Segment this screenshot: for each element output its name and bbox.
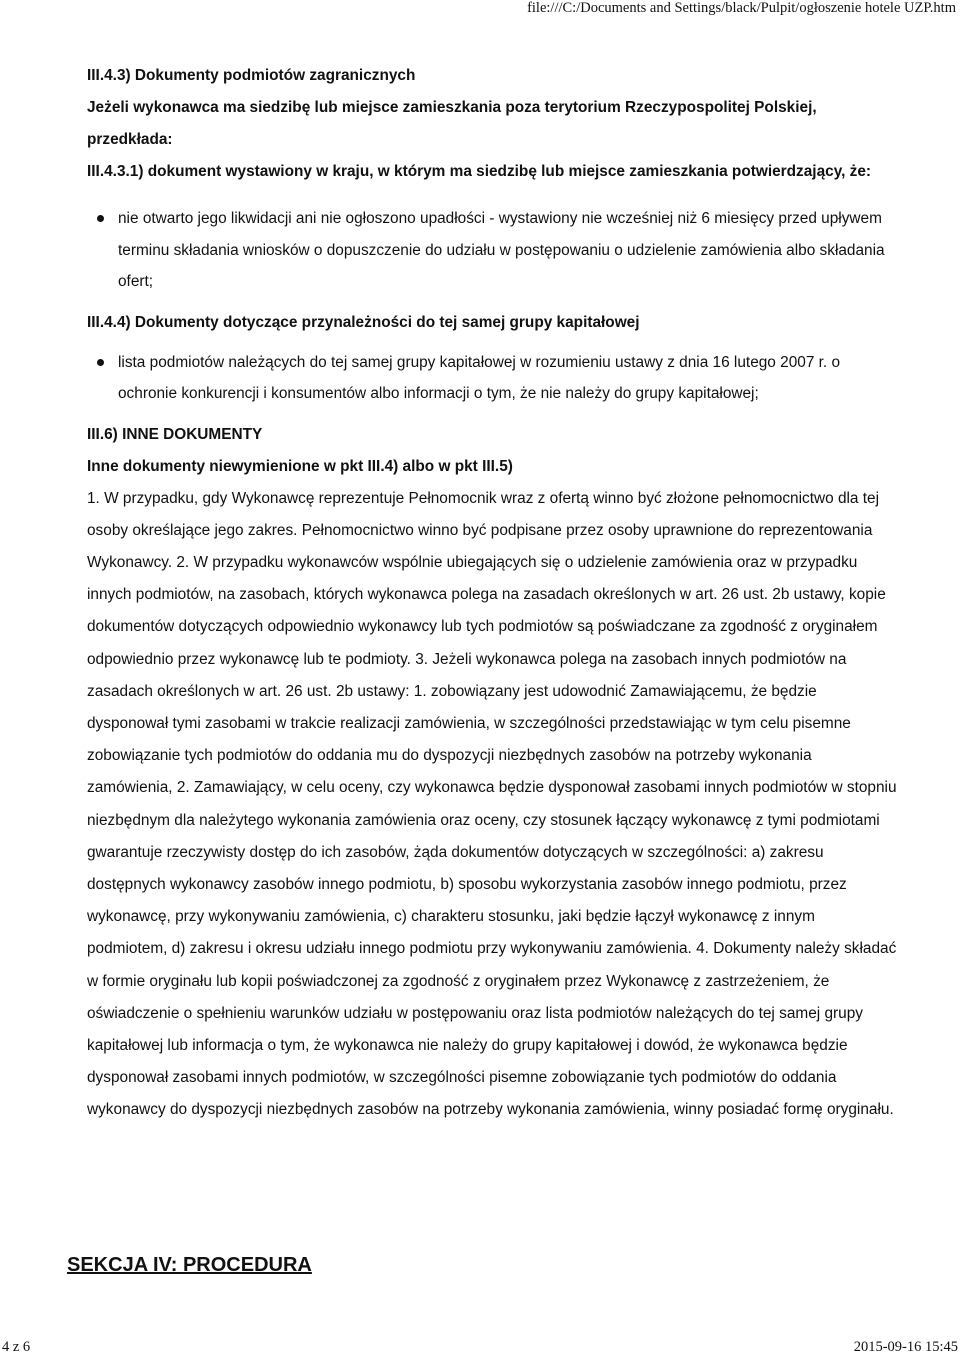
- list-item: [87, 203, 897, 298]
- section-foreign-doc-country-title: III.4.3.1) dokument wystawiony w kraju, w którym ma siedzibę lub miejsce zamieszkania potwierdzający, że:: [87, 163, 872, 180]
- section-other-docs-text: 1. W przypadku, gdy Wykonawcę reprezentuje Pełnomocnik wraz z ofertą winno być złożone pełnomocnictwo dla tej osoby określające jego zakres. Pełnomocnictwo winno być podpisane przez osoby uprawnione do reprezentowania Wykonawcy. 2. W przypadku wykonawców wspólnie ubiegających się o udzielenie zamówienia oraz w przypadku innych podmiotów, na zasobach, których wykonawca polega na zasadach określonych w art. 26 ust. 2b ustawy, kopie dokumentów dotyczących odpowiednio wykonawcy lub tych podmiotów są poświadczane za zgodność z oryginałem odpowiednio przez wykonawcę lub te podmioty. 3. Jeżeli wykonawca polega na zasobach innych podmiotów na zasadach określonych w art. 26 ust. 2b ustawy: 1. zobowiązany jest udowodnić Zamawiającemu, że będzie dysponował tymi zasobami w trakcie realizacji zamówienia, w szczególności przedstawiając w tym celu pisemne zobowiązanie tych podmiotów do oddania mu do dyspozycji niezbędnych zasobów na potrzeby wykonania zamówienia, 2. Zamawiający, w celu oceny, czy wykonawca będzie dysponował zasobami innych podmiotów w stopniu niezbędnym dla należytego wykonania zamówienia oraz oceny, czy stosunek łączący wykonawcę z tymi podmiotami gwarantuje rzeczywisty dostęp do ich zasobów, żąda dokumentów dotyczących w szczególności: a) zakresu dostępnych wykonawcy zasobów innego podmiotu, b) sposobu wykorzystania zasobów innego podmiotu, przez wykonawcę, przy wykonywaniu zamówienia, c) charakteru stosunku, jaki będzie łączył wykonawcę z innym podmiotem, d) zakresu i okresu udziału innego podmiotu przy wykonywaniu zamówienia. 4. Dokumenty należy składać w formie oryginału lub kopii poświadczonej za zgodność z oryginałem przez Wykonawcę z zastrzeżeniem, że oświadczenie o spełnieniu warunków udziału w postępowaniu oraz lista podmiotów należących do tej samej grupy kapitałowej lub informacja o tym, że wykonawca nie należy do grupy kapitałowej i dowód, że wykonawca będzie dysponował zasobami innych podmiotów, w szczególności pisemne zobowiązanie tych podmiotów do oddania wykonawcy do dyspozycji niezbędnych zasobów na potrzeby wykonania zamówienia, winny posiadać formę oryginału.: [87, 489, 897, 1119]
- page-number: 4 z 6: [2, 1339, 31, 1355]
- list-item: [87, 347, 897, 410]
- document-body: [87, 60, 897, 1127]
- print-datetime: 2015-09-16 15:45: [853, 1339, 958, 1355]
- section-capital-group-title: III.4.4) Dokumenty dotyczące przynależności do tej samej grupy kapitałowej: [87, 313, 640, 331]
- list-item-text: lista podmiotów należących do tej samej grupy kapitałowej w rozumieniu ustawy z dnia 16 lutego 2007 r. o ochronie konkurencji i konsumentów albo informacji o tym, że nie należy do grupy kapitałowej;: [118, 353, 841, 402]
- section-other-docs-subtitle: Inne dokumenty niewymienione w pkt III.4) albo w pkt III.5): [87, 457, 513, 475]
- print-header-url: file:///C:/Documents and Settings/black/Pulpit/ogłoszenie hotele UZP.htm: [527, 0, 956, 16]
- bullet-icon: [97, 215, 104, 222]
- section-other-docs-title: III.6) INNE DOKUMENTY: [87, 425, 263, 443]
- section-foreign-docs-title: III.4.3) Dokumenty podmiotów zagranicznych: [87, 67, 416, 84]
- foreign-doc-list: [87, 203, 897, 298]
- section-foreign-docs-intro: Jeżeli wykonawca ma siedzibę lub miejsce zamieszkania poza terytorium Rzeczypospolitej Polskiej, przedkłada:: [87, 99, 817, 148]
- bullet-icon: [97, 359, 104, 366]
- capital-group-list: [87, 347, 897, 410]
- list-item-text: nie otwarto jego likwidacji ani nie ogłoszono upadłości - wystawiony nie wcześniej niż 6 miesięcy przed upływem terminu składania wniosków o dopuszczenie do udziału w postępowaniu o udzielenie zamówienia albo składania ofert;: [118, 210, 885, 290]
- section-procedure-title: SEKCJA IV: PROCEDURA: [67, 1254, 312, 1276]
